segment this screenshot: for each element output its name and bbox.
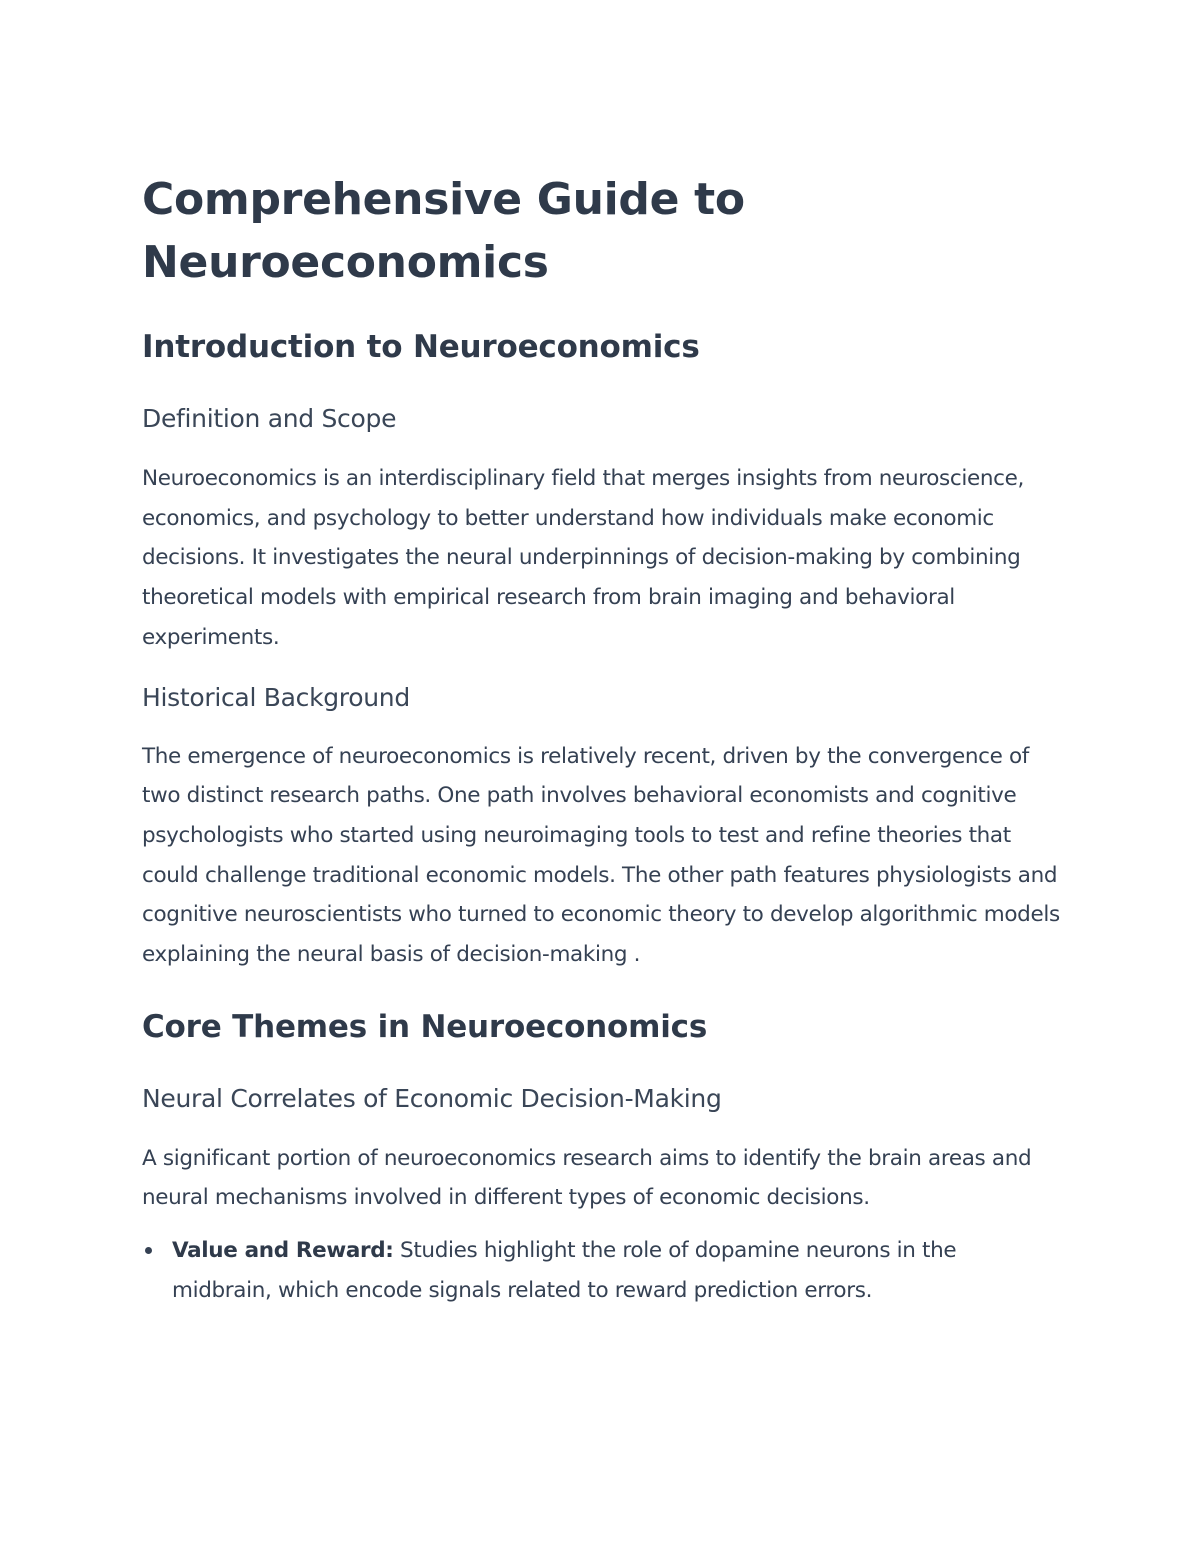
subsection-heading-neural-correlates: Neural Correlates of Economic Decision-Making: [142, 1083, 722, 1113]
document-title: Comprehensive Guide to Neuroeconomics: [142, 174, 745, 288]
list-item: [142, 1231, 1062, 1310]
document-page: [142, 168, 1062, 1311]
bullet-list: [142, 1231, 1062, 1310]
paragraph-definition: Neuroeconomics is an interdisciplinary field that merges insights from neuroscience, economics, and psychology to better understand how individuals make economic decisions. It investigates the neural underpinnings of decision-making by combining theoretical models with empirical research from brain imaging and behavioral experiments.: [142, 466, 1024, 650]
subsection-heading-definition: Definition and Scope: [142, 404, 397, 433]
paragraph-neural-correlates: A significant portion of neuroeconomics research aims to identify the brain areas and neural mechanisms involved in different types of economic decisions.: [142, 1145, 1032, 1211]
bullet-icon: [145, 1247, 152, 1254]
bullet-term: Value and Reward:: [172, 1238, 394, 1264]
paragraph-historical-background: The emergence of neuroeconomics is relatively recent, driven by the convergence of two distinct research paths. One path involves behavioral economists and cognitive psychologists who started using neuroimaging tools to test and refine theories that could challenge traditional economic models. The other path features physiologists and cognitive neuroscientists who turned to economic theory to develop algorithmic models explaining the neural basis of decision-making .: [142, 743, 1060, 968]
section-heading-core-themes: Core Themes in Neuroeconomics: [142, 1008, 708, 1045]
subsection-heading-historical-background: Historical Background: [142, 682, 410, 712]
bullet-text: Studies highlight the role of dopamine neurons in the midbrain, which encode signals related to reward prediction errors.: [172, 1238, 957, 1303]
section-heading-introduction: Introduction to Neuroeconomics: [142, 329, 700, 365]
